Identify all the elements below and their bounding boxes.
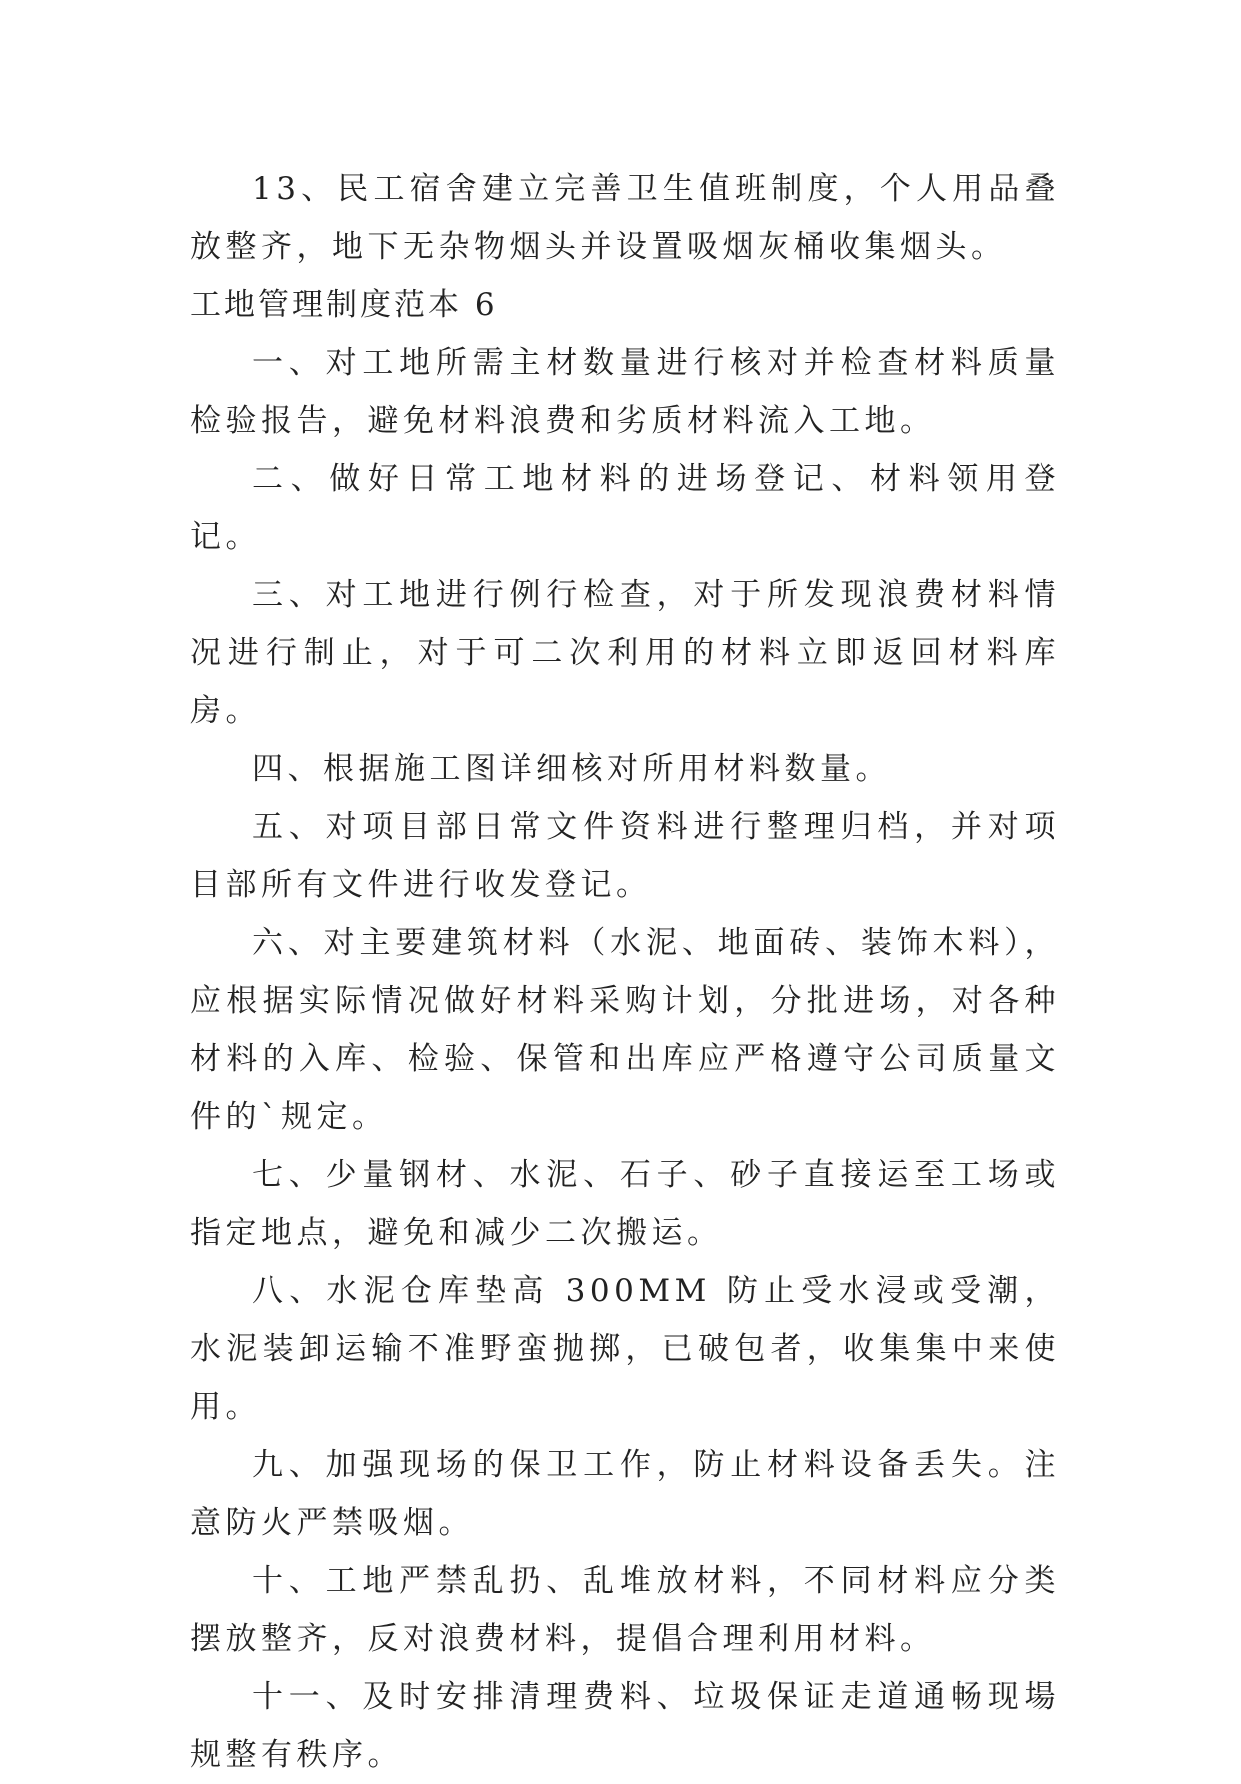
paragraph-9: 九、加强现场的保卫工作，防止材料设备丢失。注意防火严禁吸烟。 <box>190 1447 1060 1541</box>
paragraph-5: 五、对项目部日常文件资料进行整理归档，并对项目部所有文件进行收发登记。 <box>190 809 1060 903</box>
paragraph-2: 二、做好日常工地材料的进场登记、材料领用登记。 <box>190 461 1060 555</box>
paragraph-11: 十一、及时安排清理费料、垃圾保证走道通畅现場规整有秩序。 <box>190 1679 1060 1773</box>
paragraph-6: 六、对主要建筑材料（水泥、地面砖、装饰木料），应根据实际情况做好材料采购计划，分批进场，对各种材料的入库、检验、保管和出库应严格遵守公司质量文件的`规定。 <box>190 925 1060 1135</box>
paragraph-3: 三、对工地进行例行检查，对于所发现浪费材料情况进行制止，对于可二次利用的材料立即返回材料库房。 <box>190 577 1060 729</box>
paragraph-10: 十、工地严禁乱扔、乱堆放材料，不同材料应分类摆放整齐，反对浪费材料，提倡合理利用材料。 <box>190 1563 1060 1657</box>
paragraph-13: 13、民工宿舍建立完善卫生值班制度，个人用品叠放整齐，地下无杂物烟头并设置吸烟灰桶收集烟头。 <box>190 171 1060 265</box>
section-title: 工地管理制度范本 6 <box>190 287 498 323</box>
paragraph-7: 七、少量钢材、水泥、石子、砂子直接运至工场或指定地点，避免和减少二次搬运。 <box>190 1157 1060 1251</box>
paragraph-8: 八、水泥仓库垫高 300MM 防止受水浸或受潮，水泥装卸运输不准野蛮抛掷，已破包者，收集集中来使用。 <box>190 1273 1060 1425</box>
document-body <box>190 160 1060 1784</box>
paragraph-1: 一、对工地所需主材数量进行核对并检查材料质量检验报告，避免材料浪费和劣质材料流入工地。 <box>190 345 1060 439</box>
paragraph-4: 四、根据施工图详细核对所用材料数量。 <box>252 751 891 787</box>
